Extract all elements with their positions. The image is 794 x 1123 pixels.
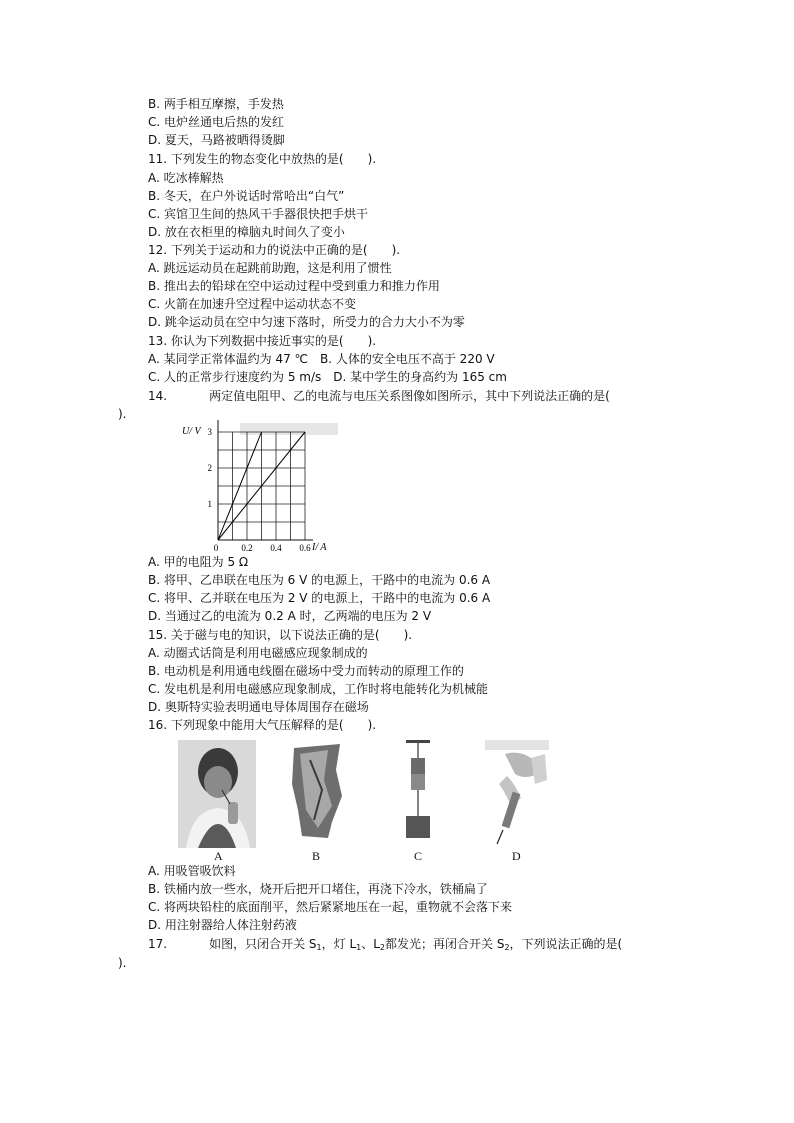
q14-stem [148, 387, 610, 405]
q17-text-4: 都发光；再闭合开关 S [385, 937, 505, 951]
q12-option-b: B. 推出去的铅球在空中运动过程中受到重力和推力作用 [148, 279, 440, 293]
x-tick-label: 0.4 [270, 543, 282, 553]
q15-option-c: C. 发电机是利用电磁感应现象制成，工作时将电能转化为机械能 [148, 682, 489, 696]
x-tick-label: 0.6 [299, 543, 311, 553]
q17-sub-s1: 1 [316, 943, 322, 952]
q11-option-d: D. 放在衣柜里的樟脑丸时间久了变小 [148, 225, 345, 239]
q17-number: 17. [148, 937, 168, 951]
q13-stem: 13. 你认为下列数据中接近事实的是( ). [148, 334, 377, 348]
q11-option-b: B. 冬天，在户外说话时常哈出“白气” [148, 189, 345, 203]
q17-sub-l2: 2 [379, 943, 386, 952]
q15-option-a: A. 动圈式话筒是利用电磁感应现象制成的 [148, 646, 368, 660]
q17-sub-s2: 2 [504, 943, 510, 952]
q17-stem-continuation: ). [118, 956, 127, 970]
figure-d-label: D [512, 849, 521, 863]
q11-option-c: C. 宾馆卫生间的热风干手器很快把手烘干 [148, 207, 369, 221]
q17-text-2: ，灯 L [321, 937, 357, 951]
figure-c-lead-cylinders [400, 740, 436, 844]
q14-number: 14. [148, 389, 168, 403]
q13-option-cd: C. 人的正常步行速度约为 5 m/s D. 某中学生的身高约为 165 cm [148, 370, 507, 384]
figure-a-straw-drinking [178, 740, 256, 848]
q16-option-d: D. 用注射器给人体注射药液 [148, 918, 297, 932]
q15-option-b: B. 电动机是利用通电线圈在磁场中受力而转动的原理工作的 [148, 664, 464, 678]
x-tick-label: 0 [213, 543, 219, 553]
y-tick-label: 1 [207, 499, 212, 509]
q10-option-d: D. 夏天，马路被晒得烫脚 [148, 133, 285, 147]
q16-option-b: B. 铁桶内放一些水，烧开后把开口堵住，再浇下冷水，铁桶扁了 [148, 882, 488, 896]
q17-sub-l1: 1 [356, 943, 362, 952]
blurred-strip [240, 423, 338, 435]
q14-option-b: B. 将甲、乙串联在电压为 6 V 的电源上，干路中的电流为 0.6 A [148, 573, 491, 587]
x-tick-label: 0.2 [241, 543, 253, 553]
y-tick-label: 3 [207, 427, 212, 437]
figure-c-label: C [414, 849, 423, 863]
q14-option-d: D. 当通过乙的电流为 0.2 A 时，乙两端的电压为 2 V [148, 609, 432, 623]
q10-option-b: B. 两手相互摩擦，手发热 [148, 97, 284, 111]
figure-b-crushed-bucket [288, 740, 346, 840]
q17-text-3: 、L [361, 937, 380, 951]
q12-option-a: A. 跳远运动员在起跳前助跑，这是利用了惯性 [148, 261, 392, 275]
figure-a-label: A [214, 849, 223, 863]
q17-text-1: 如图，只闭合开关 S [209, 937, 317, 951]
q12-option-c: C. 火箭在加速升空过程中运动状态不变 [148, 297, 357, 311]
q15-stem: 15. 关于磁与电的知识，以下说法正确的是( ). [148, 628, 413, 642]
q14-stem-continuation: ). [118, 407, 127, 421]
q10-option-c: C. 电炉丝通电后热的发红 [148, 115, 285, 129]
y-axis-label: U/ V [182, 426, 201, 437]
q17-text-5: ，下列说法正确的是( [509, 937, 623, 951]
q13-option-ab: A. 某同学正常体温约为 47 ℃ B. 人体的安全电压不高于 220 V [148, 352, 495, 366]
figure-b-label: B [312, 849, 321, 863]
q16-option-a: A. 用吸管吸饮料 [148, 864, 236, 878]
q16-stem: 16. 下列现象中能用大气压解释的是( ). [148, 718, 377, 732]
q14-stem-text: 两定值电阻甲、乙的电流与电压关系图像如图所示，其中下列说法正确的是( [209, 389, 610, 403]
y-tick-label: 2 [207, 463, 212, 473]
q17-stem [148, 935, 622, 957]
figure-d-syringe [485, 740, 549, 848]
q16-option-c: C. 将两块铅柱的底面削平，然后紧紧地压在一起，重物就不会落下来 [148, 900, 513, 914]
q12-option-d: D. 跳伞运动员在空中匀速下落时，所受力的合力大小不为零 [148, 315, 465, 329]
q11-option-a: A. 吃冰棒解热 [148, 171, 224, 185]
q12-stem: 12. 下列关于运动和力的说法中正确的是( ). [148, 243, 401, 257]
q14-option-a: A. 甲的电阻为 5 Ω [148, 555, 249, 569]
q15-option-d: D. 奥斯特实验表明通电导体周围存在磁场 [148, 700, 369, 714]
q11-stem: 11. 下列发生的物态变化中放热的是( ). [148, 152, 377, 166]
u-i-graph [180, 420, 350, 555]
x-axis-label: I/ A [312, 542, 327, 553]
q14-option-c: C. 将甲、乙并联在电压为 2 V 的电源上，干路中的电流为 0.6 A [148, 591, 491, 605]
